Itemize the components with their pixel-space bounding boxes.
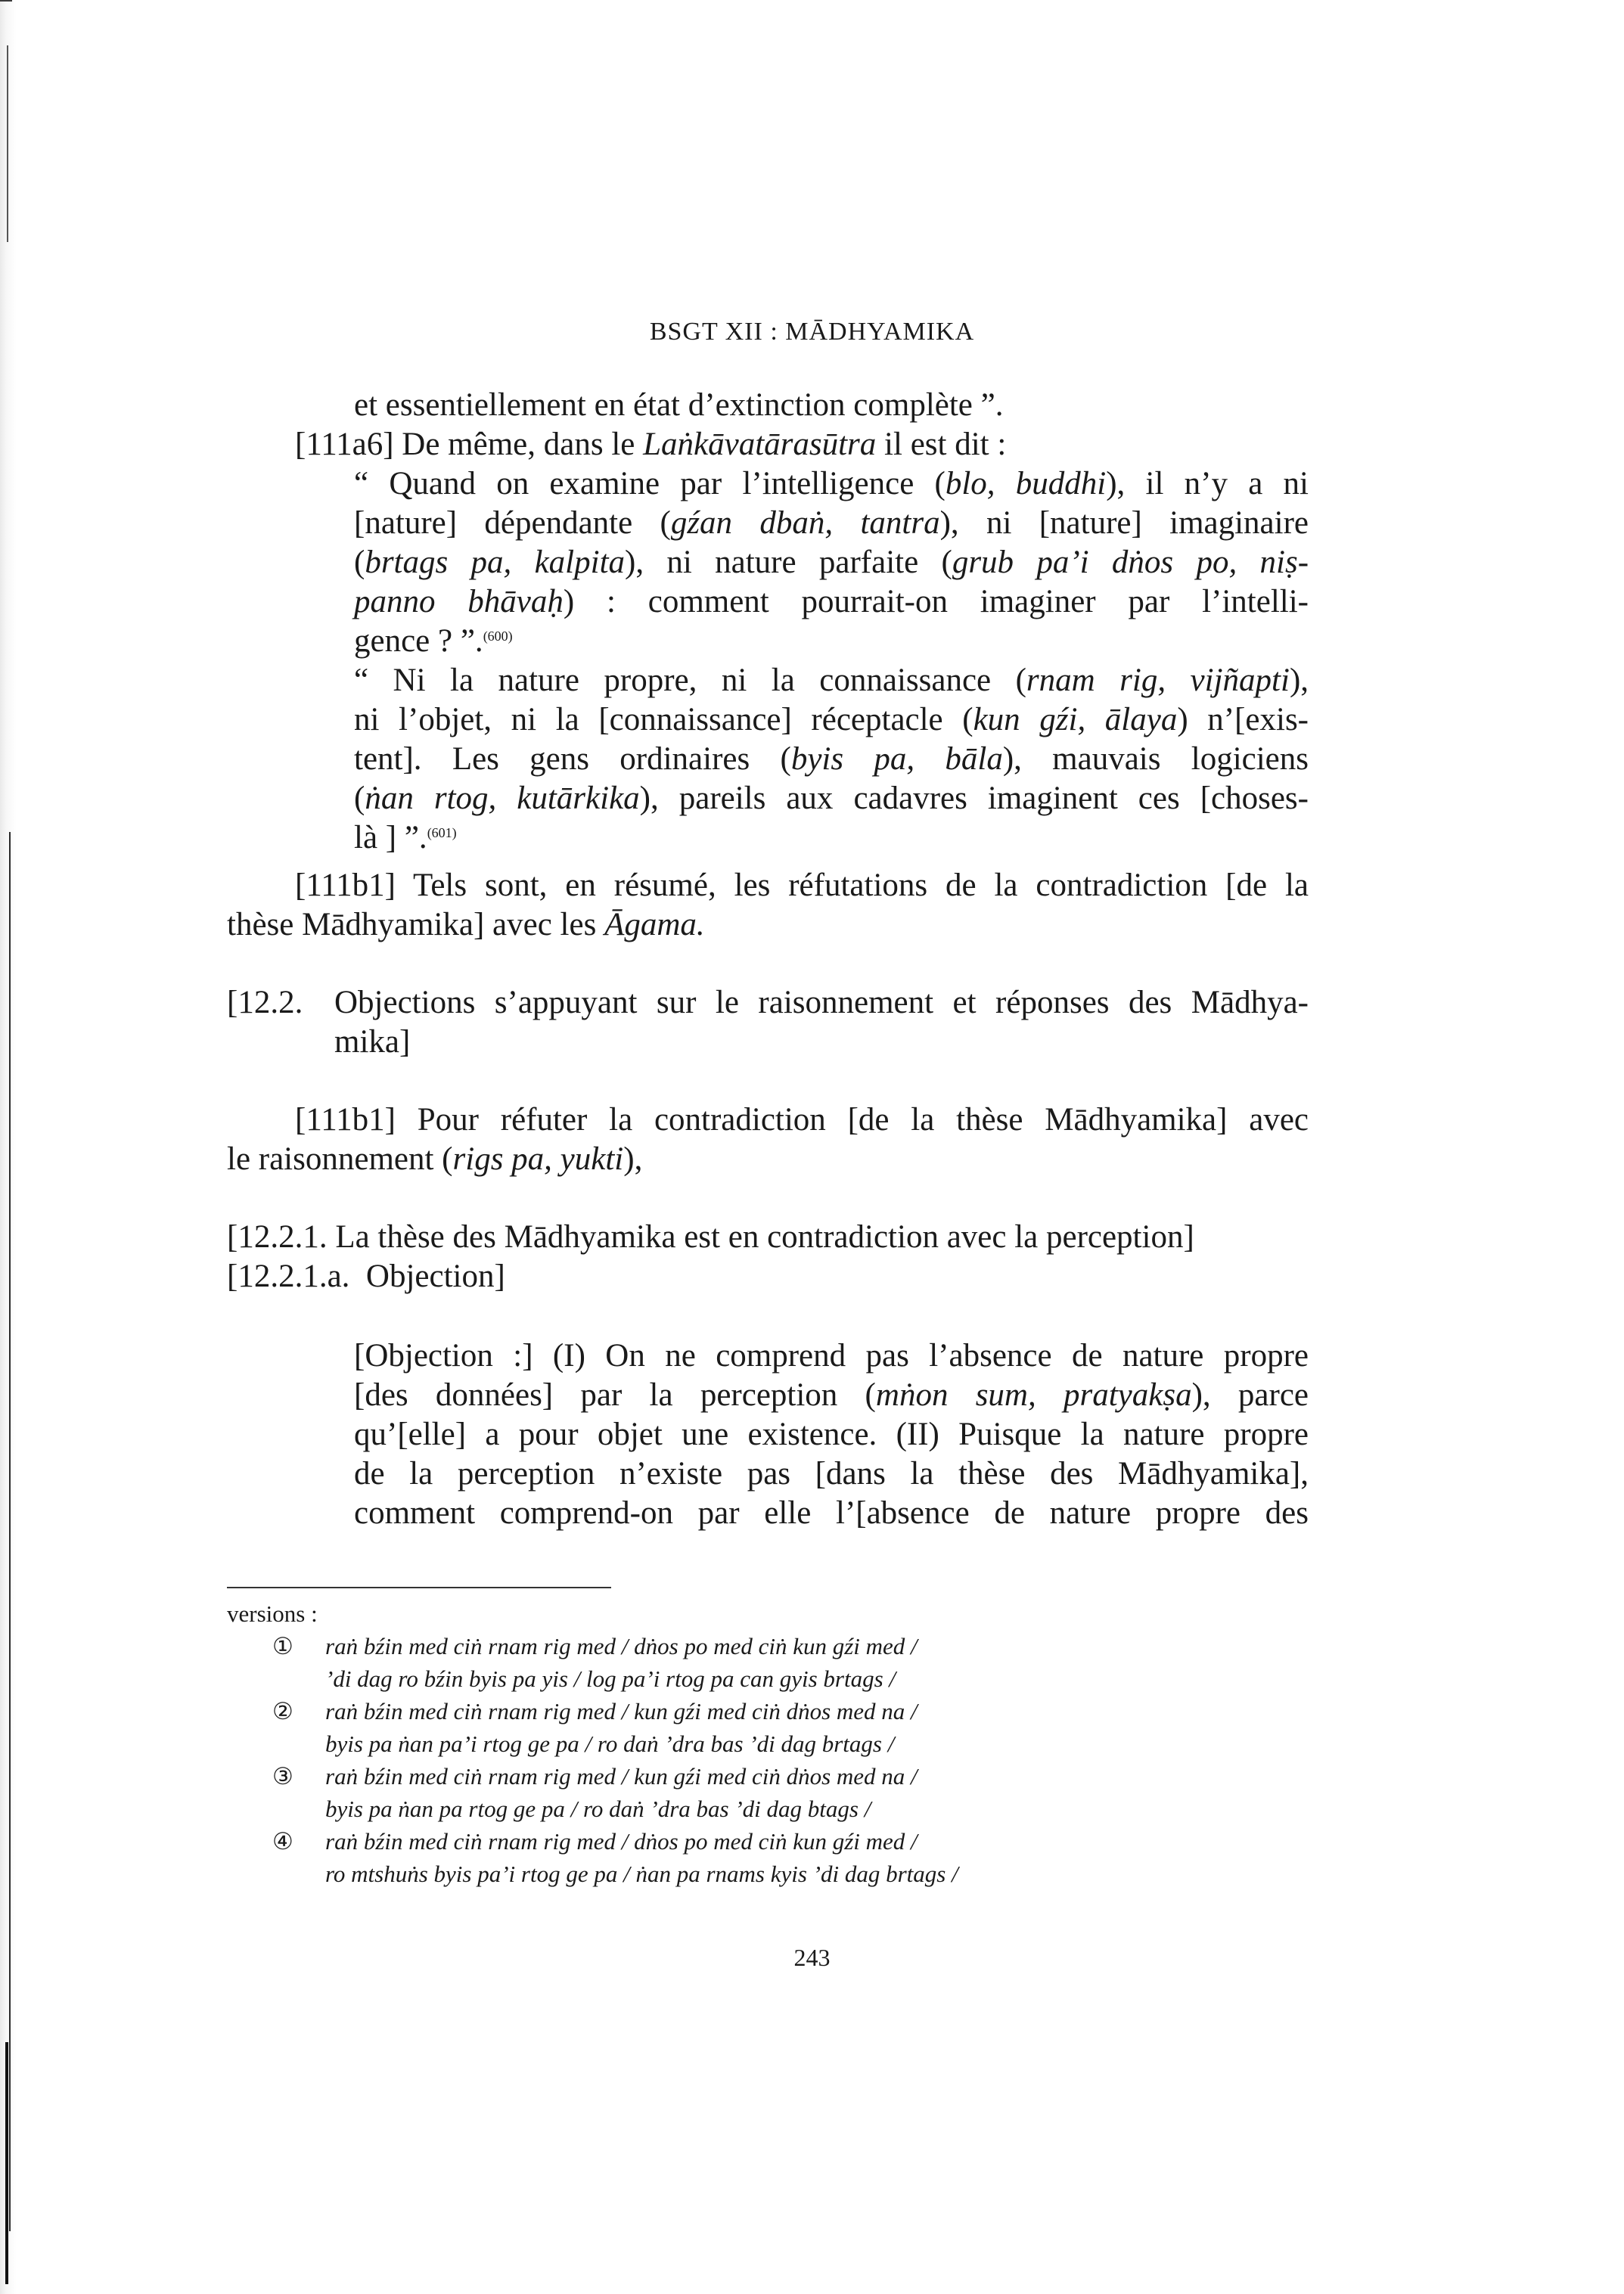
quote-line: “ Quand on examine par l’intelligence (blo, buddhi), il n’y a ni (354, 466, 1309, 501)
footnote-item: ① raṅ bźin med ciṅ rnam rig med / dṅos po med ciṅ kun gźi med / (272, 1633, 918, 1659)
quote-line: gence ? ”.$^{(600)}$ (354, 623, 513, 659)
body-line: [111b1] Pour réfuter la contradiction [de la thèse Mādhyamika] avec (295, 1102, 1309, 1138)
body-line: et essentiellement en état d’extinction complète ”. (354, 387, 1004, 423)
section-heading: [12.2.1.a. Objection] (227, 1259, 505, 1294)
footnote-item: ④ raṅ bźin med ciṅ rnam rig med / dṅos po med ciṅ kun gźi med / (272, 1828, 918, 1855)
body-line: qu’[elle] a pour objet une existence. (II) Puisque la nature propre (354, 1417, 1309, 1452)
scan-edge-mark (9, 832, 11, 2231)
quote-line: [nature] dépendante (gźan dbaṅ, tantra), ni [nature] imaginaire (354, 505, 1309, 541)
quote-line: ni l’objet, ni la [connaissance] réceptacle (kun gźi, ālaya) n’[exis- (354, 702, 1309, 737)
quote-line: (ṅan rtog, kutārkika), pareils aux cadavres imaginent ces [choses- (354, 781, 1309, 816)
footnote-ref: (601) (427, 825, 457, 840)
quote-line: (brtags pa, kalpita), ni nature parfaite (grub pa’i dṅos po, niṣ- (354, 545, 1309, 580)
footnote-item: byis pa ṅan pa’i rtog ge pa / ro daṅ ’dra bas ’di dag brtags / (325, 1731, 895, 1757)
footnote-rule (227, 1587, 611, 1588)
scan-edge-mark (5, 2042, 8, 2284)
section-heading: mika] (334, 1024, 411, 1060)
section-heading: Objections s’appuyant sur le raisonnement et réponses des Mādhya- (334, 985, 1309, 1020)
section-number: [12.2. (227, 985, 303, 1020)
quote-line: tent]. Les gens ordinaires (byis pa, bāla), mauvais logiciens (354, 741, 1309, 777)
footnote-item: ② raṅ bźin med ciṅ rnam rig med / kun gźi med ciṅ dṅos med na / (272, 1698, 918, 1724)
body-line: le raisonnement (rigs pa, yukti), (227, 1141, 643, 1177)
running-header: BSGT XII : MĀDHYAMIKA (649, 318, 975, 346)
footnote-label: versions : (227, 1600, 318, 1627)
footnote-item: ro mtshuṅs byis pa’i rtog ge pa / ṅan pa rnams kyis ’di dag brtags / (325, 1861, 958, 1887)
scan-edge-mark (7, 45, 8, 242)
quote-line: panno bhāvaḥ) : comment pourrait-on imaginer par l’intelli- (354, 584, 1309, 619)
page-number: 243 (793, 1944, 831, 1971)
section-heading: [12.2.1. La thèse des Mādhyamika est en contradiction avec la perception] (227, 1219, 1194, 1255)
body-line: thèse Mādhyamika] avec les Āgama. (227, 907, 705, 942)
body-line: [111b1] Tels sont, en résumé, les réfutations de la contradiction [de la (295, 868, 1309, 903)
body-line: [111a6] De même, dans le Laṅkāvatārasūtra il est dit : (295, 427, 1007, 462)
quote-line: “ Ni la nature propre, ni la connaissance (rnam rig, vijñapti), (354, 663, 1309, 698)
body-line: [Objection :] (I) On ne comprend pas l’absence de nature propre (354, 1338, 1309, 1374)
sutra-title: Laṅkāvatārasūtra (643, 427, 877, 462)
body-line: comment comprend-on par elle l’[absence de nature propre des (354, 1495, 1309, 1531)
scan-edge-mark (0, 0, 12, 2)
quote-line: là ] ”.$^{(601)}$ (354, 820, 457, 855)
footnote-ref: (600) (483, 629, 513, 644)
footnote-item: ③ raṅ bźin med ciṅ rnam rig med / kun gźi med ciṅ dṅos med na / (272, 1763, 918, 1790)
body-line: [des données] par la perception (mṅon sum, pratyakṣa), parce (354, 1377, 1309, 1413)
footnote-item: byis pa ṅan pa rtog ge pa / ro daṅ ’dra bas ’di dag btags / (325, 1796, 871, 1822)
footnote-item: ’di dag ro bźin byis pa yis / log pa’i rtog pa can gyis brtags / (325, 1665, 896, 1692)
body-line: de la perception n’existe pas [dans la thèse des Mādhyamika], (354, 1456, 1309, 1492)
